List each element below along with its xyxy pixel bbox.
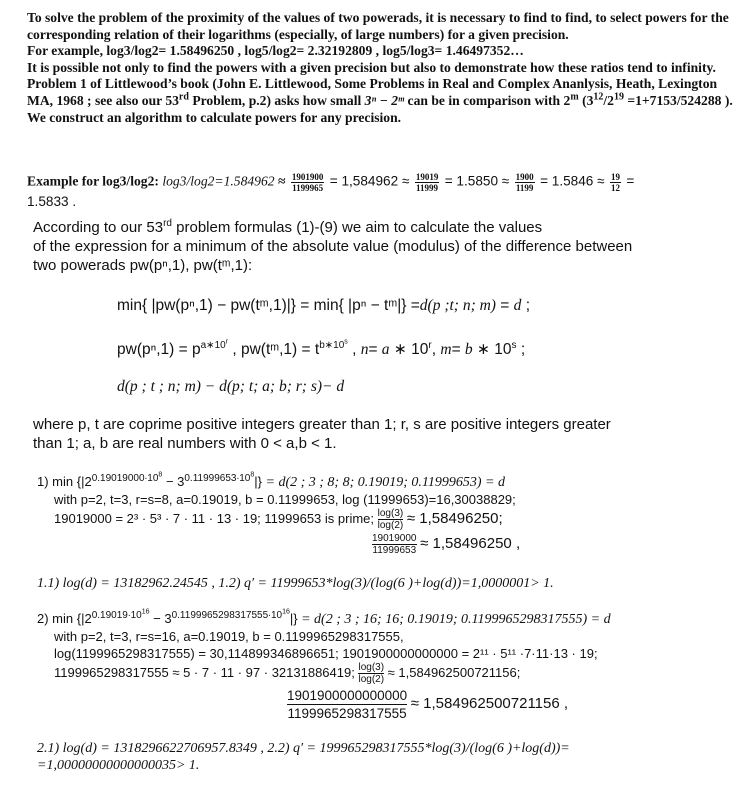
problem-2-result: 2.1) log(d) = 1318296622706957.8349 , 2.2) q′ = 199965298317555*log(3)/(log(6 )+log(d))= =1,00000000000000035> 1. <box>37 741 570 773</box>
fraction-2: $\frac{19019}{11999}$ <box>415 172 439 193</box>
problem-1-result: 1.1) log(d) = 13182962.24545 , 1.2) q′ = 11999653*log(3)/(log(6 )+log(d))=1,0000001> 1. <box>37 576 554 591</box>
intro-paragraph-2: For example, log3/log2= 1.58496250 , log5/log2= 2.32192809 , log5/log3= 1.46497352… <box>27 43 524 59</box>
formula-pw: $pw(p^n,1) = p^{a∗10^r}$ , pw(tᵐ,1) = $t^{b∗10^s}$ , n= a ∗ 10$^r$, m= b ∗ 10$^s$ ; <box>117 338 526 358</box>
fraction-3: $\frac{1900}{1199}$ <box>515 172 534 193</box>
fraction-1: $\frac{1901900}{1199965}$ <box>291 172 324 193</box>
fraction-4: $\frac{19}{12}$ <box>611 172 620 193</box>
intro-paragraph-3: It is possible not only to find the powers with a given precision but also to demonstrate how these ratios tend to infinity. Problem 1 of Littlewood’s book (John E. Littlewood, Some Problems in Real and Complex Ananlysis, Heath, Lexington MA, 1968 ; see also our 53rd Problem, p.2) asks how small 3ⁿ − 2ᵐ can be in comparison with 2$^m$ ($3^{12}/2^{19} =1+7153/524288$ ). <box>27 59 733 108</box>
main-text: According to our 53rd problem formulas (1)-(9) we aim to calculate the values of the expression for a minimum of the absolute value (modulus) of the difference between two powerads pw(pⁿ,1), pw(tᵐ,1): <box>33 218 633 274</box>
intro-text <box>27 10 739 126</box>
intro-paragraph-4: We construct an algorithm to calculate powers for any precision. <box>27 109 402 125</box>
problem-2: 2) $\min \{|2^{0.19019\cdot 10^{16}} - 3^{0.1199965298317555\cdot 10^{16}}|\} = d(2$ ; 3 ; 16; 16; 0.19019; 0.1199965298317555) = d with p=2, t=3, r=s=16, a=0.19019, b = 0.1199965298317555, log(1199965298317555) = 30,114899346896651; 1901900000000000 = 2¹¹ · 5¹¹ ·7·11·13 · 19; 1199965298317555 ≈ 5 · 7 · 11 · 97 · 32131886419; $\frac{\log(3)}{\log(2)} \approx 1,584962500721156$; $\frac{1901900000000000}{1199965298317555} \approx 1,584962500721156$ , <box>37 608 611 721</box>
where-text: where p, t are coprime positive integers greater than 1; r, s are positive integers greater than 1; a, b are real numbers with 0 < a,b < 1. <box>33 416 611 452</box>
intro-paragraph-1: To solve the problem of the proximity of the values of two powerads, it is necessary to find to find, to select powers for the corresponding relation of their logarithms (especially, of large numbers) for a given precision. <box>27 10 729 42</box>
formula-d: d(p ; t ; n; m) − d(p; t; a; b; r; s)− d <box>117 378 345 395</box>
example-line: Example for log3/log2: log3/log2=1.584962 ≈ $\frac{1901900}{1199965}$ = 1,584962 ≈ $\frac{19019}{11999}$ = 1.5850 ≈ $\frac{1900}{1199}$ = 1.5846 ≈ $\frac{19}{12}$ = 1.5833 . <box>27 172 635 209</box>
problem-1: 1) $\min \{|2^{0.19019000\cdot 10^8} - 3^{0.11999653\cdot 10^8}|\} = d(2$ ; 3 ; 8; 8; 0.19019; 0.11999653) = d with p=2, t=3, r=s=8, a=0.19019, b = 0.11999653, log (11999653)=16,30038829; 19019000 = 2³ · 5³ · 7 · 11 · 13 · 19; 11999653 is prime; $\frac{\log(3)}{\log(2)} \approx 1,58496250$; $\frac{19019000}{11999653} \approx 1,58496250$ , <box>37 471 521 556</box>
formula-min: min{ |pw(pⁿ,1) − pw(tᵐ,1)|} = min{ |pⁿ − tᵐ|} =d(p ;t; n; m) = d ; <box>117 297 531 314</box>
